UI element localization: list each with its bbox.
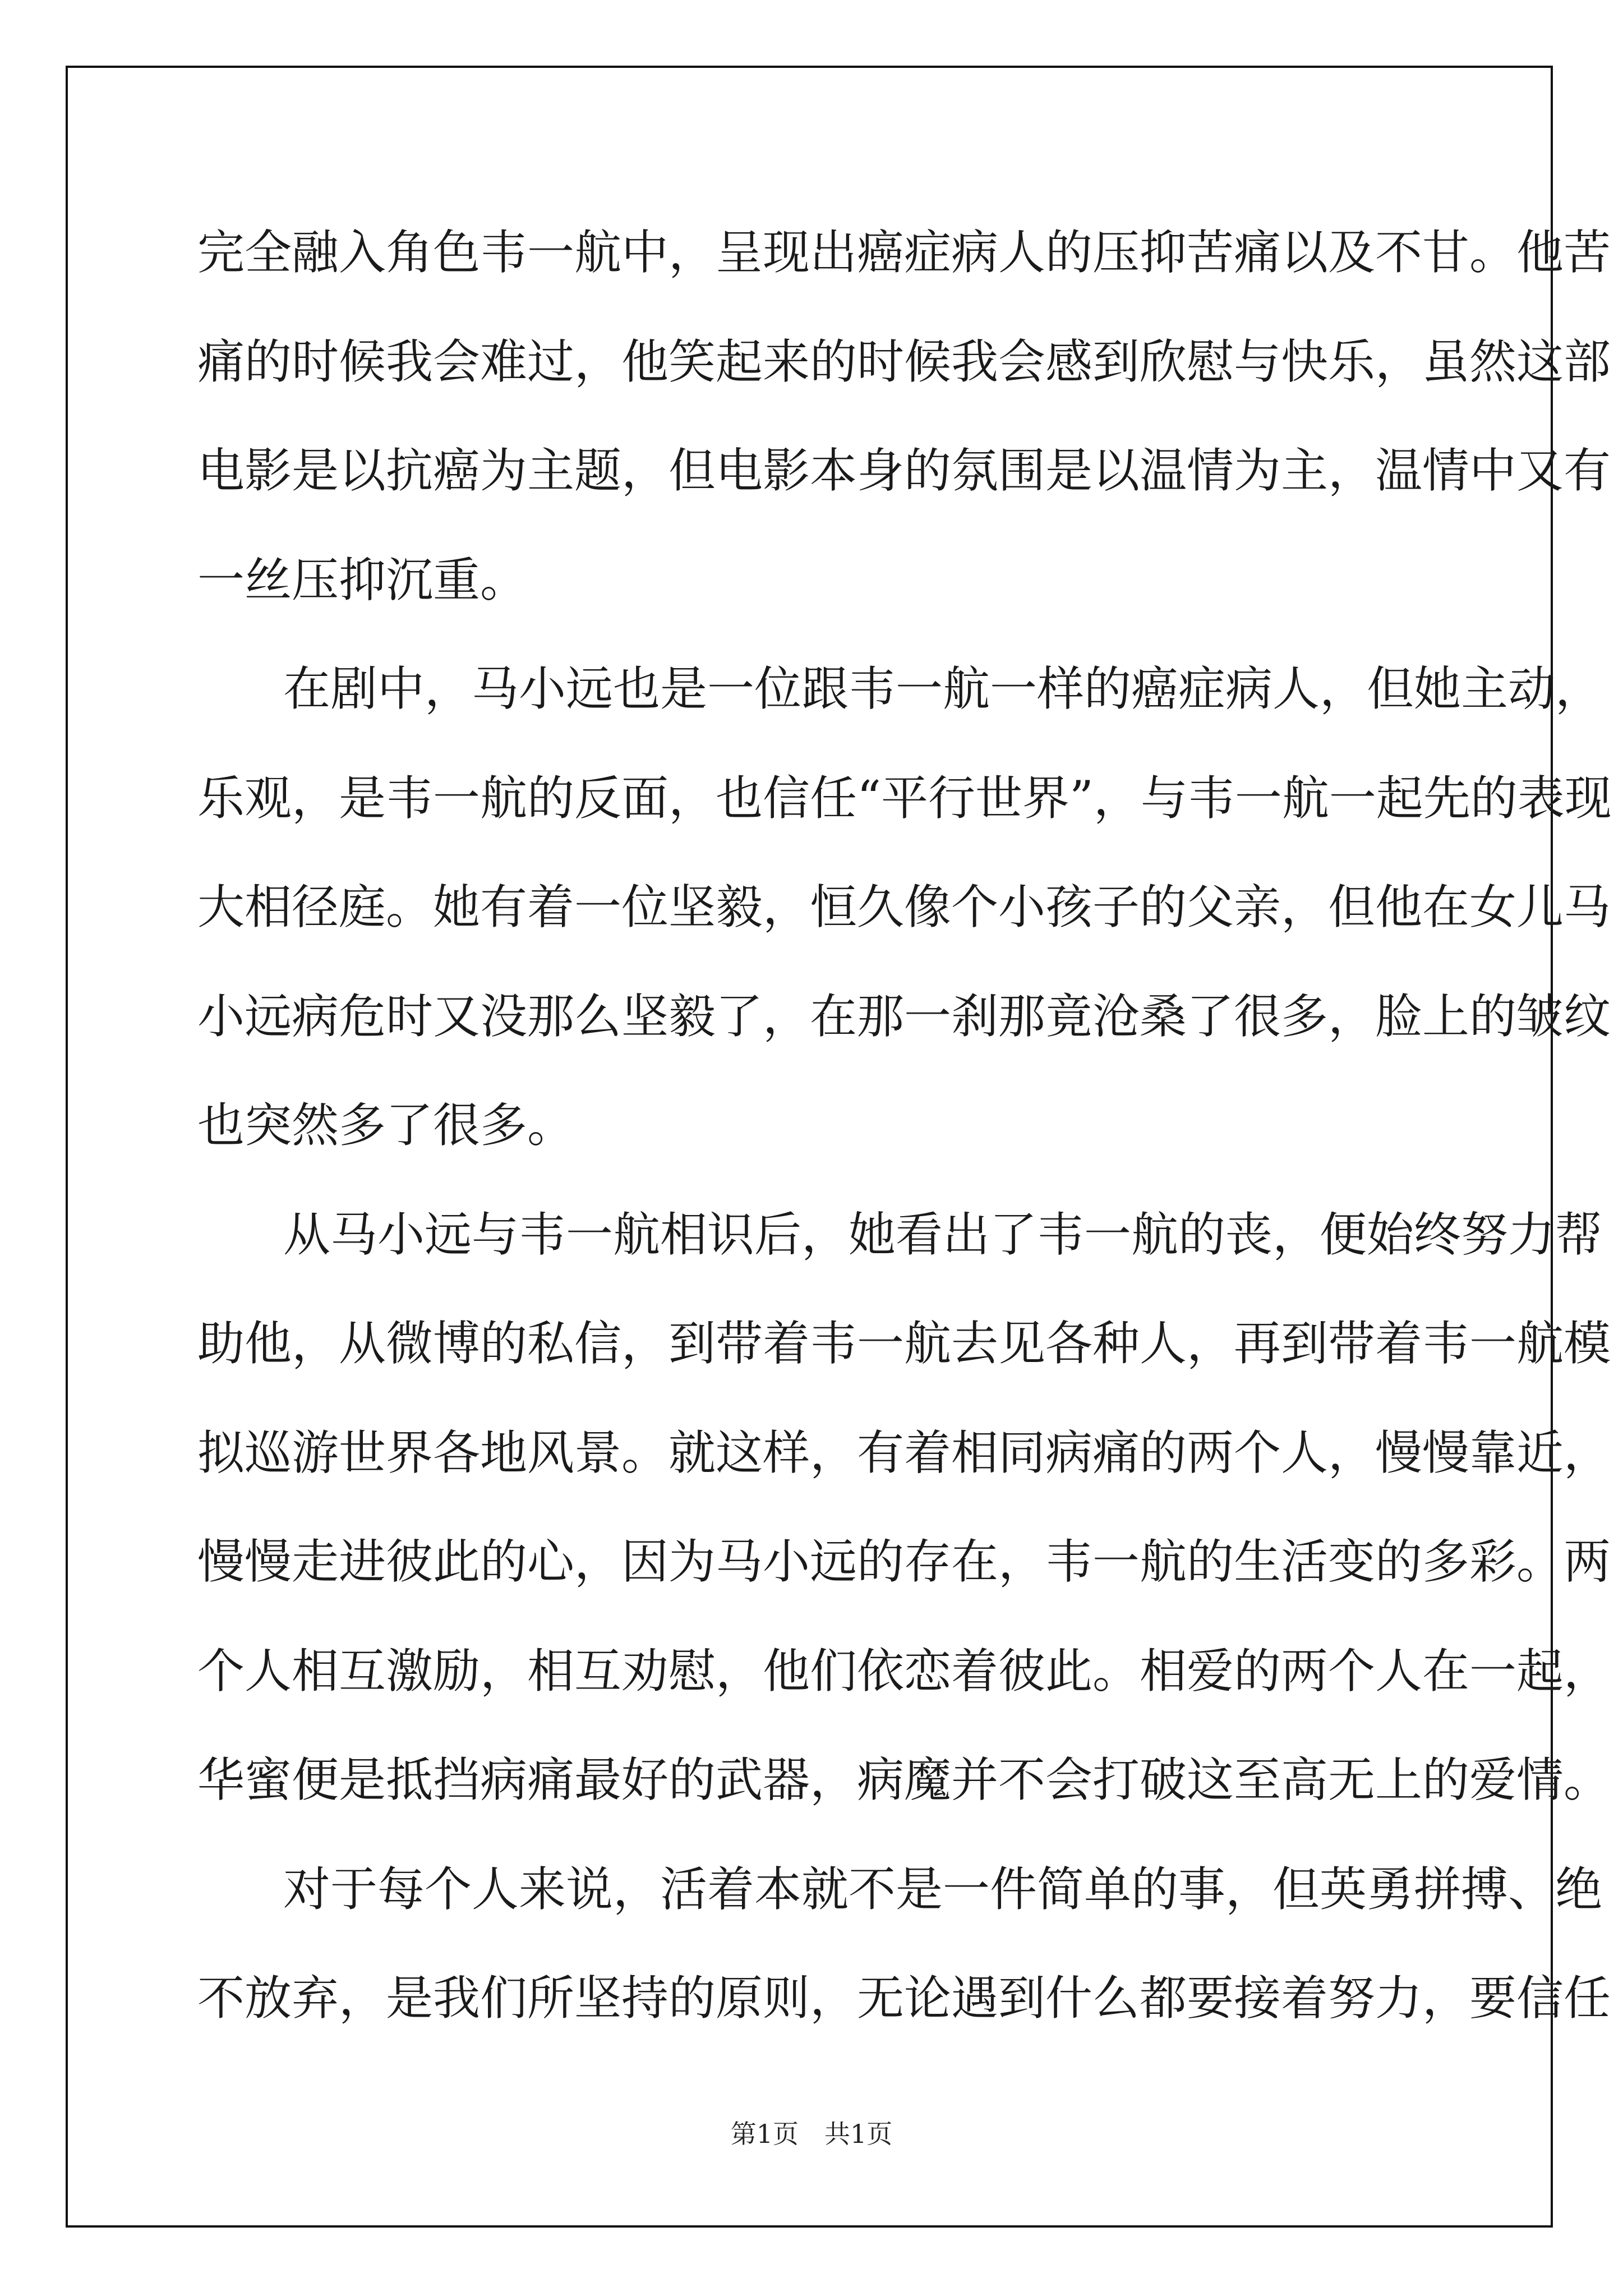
paragraph-2-line-2: 乐观，是韦一航的反面，也信任“平行世界”，与韦一航一起先的表现 (197, 771, 1612, 826)
paragraph-4-line-2: 不放弃，是我们所坚持的原则，无论遇到什么都要接着努力，要信任 (197, 1971, 1611, 2026)
page-footer: 第1页 共1页 (730, 2119, 893, 2149)
paragraph-2-line-5: 也突然多了很多。 (197, 1098, 575, 1153)
paragraph-1-line-2: 痛的时候我会难过，他笑起来的时候我会感到欣慰与快乐，虽然这部 (197, 334, 1611, 389)
paragraph-2-line-1: 在剧中，马小远也是一位跟韦一航一样的癌症病人，但她主动， (283, 661, 1603, 716)
paragraph-3-line-4: 慢慢走进彼此的心，因为马小远的存在，韦一航的生活变的多彩。两 (197, 1534, 1611, 1589)
paragraph-2-line-4: 小远病危时又没那么坚毅了，在那一刹那竟沧桑了很多，脸上的皱纹 (197, 989, 1611, 1044)
paragraph-1-line-4: 一丝压抑沉重。 (197, 553, 528, 608)
paragraph-3-line-2: 助他，从微博的私信，到带着韦一航去见各种人，再到带着韦一航模 (197, 1316, 1611, 1371)
paragraph-2-line-3: 大相径庭。她有着一位坚毅，恒久像个小孩子的父亲，但他在女儿马 (197, 880, 1611, 935)
paragraph-3-line-5: 个人相互激励，相互劝慰，他们依恋着彼此。相爱的两个人在一起， (197, 1644, 1611, 1699)
paragraph-3-line-6: 华蜜便是抵挡病痛最好的武器，病魔并不会打破这至高无上的爱情。 (197, 1752, 1611, 1807)
paragraph-3-line-3: 拟巡游世界各地风景。就这样，有着相同病痛的两个人，慢慢靠近， (197, 1425, 1611, 1480)
paragraph-4-line-1: 对于每个人来说，活着本就不是一件简单的事，但英勇拼搏、绝 (283, 1862, 1603, 1917)
paragraph-3-line-1: 从马小远与韦一航相识后，她看出了韦一航的丧，便始终努力帮 (283, 1207, 1603, 1262)
paragraph-1-line-3: 电影是以抗癌为主题，但电影本身的氛围是以温情为主，温情中又有 (197, 443, 1611, 498)
paragraph-1-line-1: 完全融入角色韦一航中，呈现出癌症病人的压抑苦痛以及不甘。他苦 (197, 225, 1611, 280)
